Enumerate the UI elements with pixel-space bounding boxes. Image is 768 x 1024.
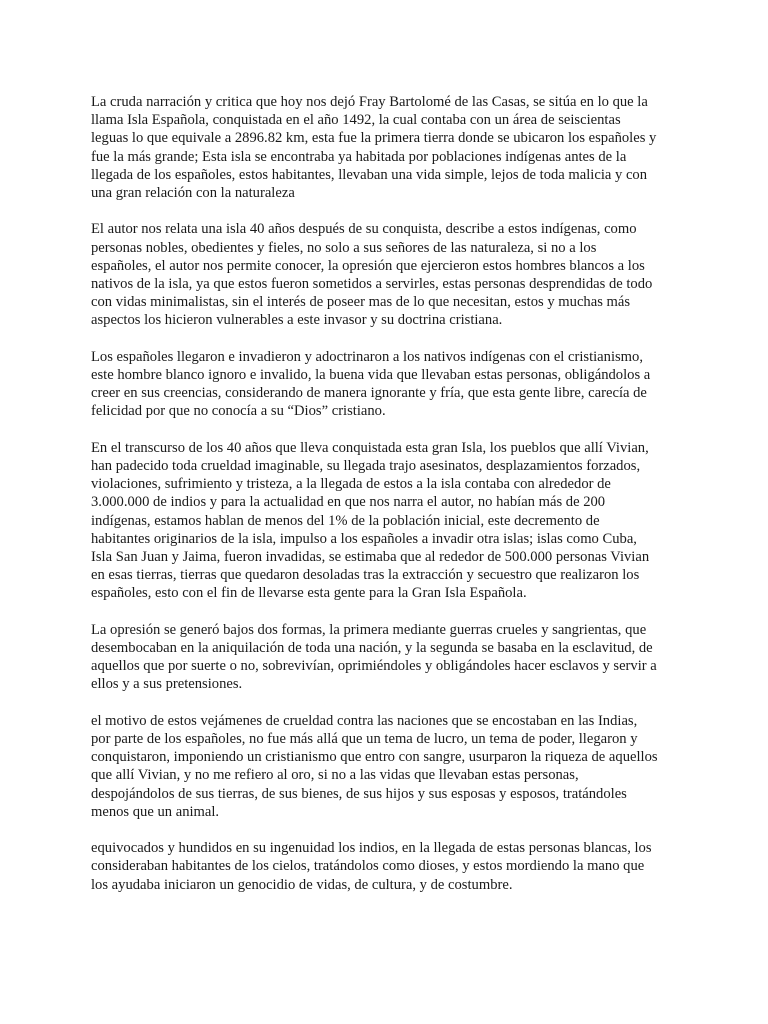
text-line: ellos y a sus pretensiones. xyxy=(91,676,243,693)
text-line: creer en sus creencias, considerando de manera ignorante y fría, que esta gente libre, carecía de xyxy=(91,385,647,402)
text-line: menos que un animal. xyxy=(91,803,220,820)
text-line: llama Isla Española, conquistada en el año 1492, la cual contaba con un área de seiscientas xyxy=(91,112,621,129)
text-line: personas nobles, obedientes y fieles, no solo a sus señores de las naturaleza, si no a los xyxy=(91,239,597,256)
text-line: españoles, el autor nos permite conocer, la opresión que ejercieron estos hombres blancos a los xyxy=(91,257,645,274)
paragraph-2 xyxy=(91,220,693,329)
text-line: indígenas, estamos hablan de menos del 1% de la población inicial, este decremento de xyxy=(91,512,600,529)
paragraph-5 xyxy=(91,621,693,694)
text-line: que allí Vivian, y no me refiero al oro, si no a las vidas que llevaban estas personas, xyxy=(91,767,579,784)
text-line: aspectos los hicieron vulnerables a este invasor y su doctrina cristiana. xyxy=(91,312,503,329)
text-line: una gran relación con la naturaleza xyxy=(91,185,295,202)
paragraph-6 xyxy=(91,712,693,821)
text-line: La opresión se generó bajos dos formas, la primera mediante guerras crueles y sangrientas, que xyxy=(91,621,647,638)
text-line: nativos de la isla, ya que estos fueron sometidos a servirles, estas personas desprendidas de todo xyxy=(91,276,653,293)
text-line: El autor nos relata una isla 40 años después de su conquista, describe a estos indígenas, como xyxy=(91,221,637,238)
text-line: fue la más grande; Esta isla se encontraba ya habitada por poblaciones indígenas antes de la xyxy=(91,148,627,165)
text-line: han padecido toda crueldad imaginable, su llegada trajo asesinatos, desplazamientos forzados, xyxy=(91,458,641,475)
text-line: el motivo de estos vejámenes de crueldad contra las naciones que se encostaban en las Indias, xyxy=(91,712,638,729)
text-line: La cruda narración y critica que hoy nos dejó Fray Bartolomé de las Casas, se sitúa en lo que la xyxy=(91,94,648,110)
text-line: En el transcurso de los 40 años que lleva conquistada esta gran Isla, los pueblos que allí Vivian, xyxy=(91,439,649,456)
text-line: aquellos que por suerte o no, sobrevivían, oprimiéndoles y obligándoles hacer esclavos y servir a xyxy=(91,658,657,675)
document-page xyxy=(91,93,693,912)
paragraph-7 xyxy=(91,839,693,894)
paragraph-1 xyxy=(91,93,693,202)
text-line: en esas tierras, tierras que quedaron desoladas tras la extracción y secuestro que realizaron los xyxy=(91,567,640,584)
text-line: con vidas minimalistas, sin el interés de poseer mas de lo que necesitan, estos y muchas más xyxy=(91,294,631,311)
text-line: habitantes originarios de la isla, impulso a los españoles a invadir otra islas; islas como Cuba, xyxy=(91,530,637,547)
text-line: consideraban habitantes de los cielos, tratándolos como dioses, y estos mordiendo la mano que xyxy=(91,858,645,875)
text-line: Los españoles llegaron e invadieron y adoctrinaron a los nativos indígenas con el cristianismo, xyxy=(91,348,643,365)
text-line: este hombre blanco ignoro e invalido, la buena vida que llevaban estas personas, obligándolos a xyxy=(91,367,651,384)
text-line: leguas lo que equivale a 2896.82 km, esta fue la primera tierra donde se ubicaron los españoles y xyxy=(91,130,657,147)
text-line: equivocados y hundidos en su ingenuidad los indios, en la llegada de estas personas blancas, los xyxy=(91,840,652,857)
text-line: desembocaban en la aniquilación de toda una nación, y la segunda se basaba en la esclavitud, de xyxy=(91,640,653,657)
text-line: 3.000.000 de indios y para la actualidad en que nos narra el autor, no habían más de 200 xyxy=(91,494,606,511)
text-line: violaciones, sufrimiento y tristeza, a la llegada de estos a la isla contaba con alrededor de xyxy=(91,476,611,493)
paragraph-4 xyxy=(91,439,693,603)
text-line: conquistaron, imponiendo un cristianismo que entro con sangre, usurparon la riqueza de aquellos xyxy=(91,749,658,766)
text-line: despojándolos de sus tierras, de sus bienes, de sus hijos y sus esposas y esposos, tratándoles xyxy=(91,785,627,802)
paragraph-3 xyxy=(91,348,693,421)
text-line: por parte de los españoles, no fue más allá que un tema de lucro, un tema de poder, llegaron y xyxy=(91,731,638,748)
text-line: felicidad por que no conocía a su “Dios” cristiano. xyxy=(91,403,386,420)
text-line: llegada de los españoles, estos habitantes, llevaban una vida simple, lejos de toda malicia y con xyxy=(91,166,648,183)
text-line: Isla San Juan y Jaima, fueron invadidas, se estimaba que al rededor de 500.000 personas Vivian xyxy=(91,549,650,566)
text-line: los ayudaba iniciaron un genocidio de vidas, de cultura, y de costumbre. xyxy=(91,876,513,893)
text-line: españoles, esto con el fin de llevarse esta gente para la Gran Isla Española. xyxy=(91,585,527,602)
